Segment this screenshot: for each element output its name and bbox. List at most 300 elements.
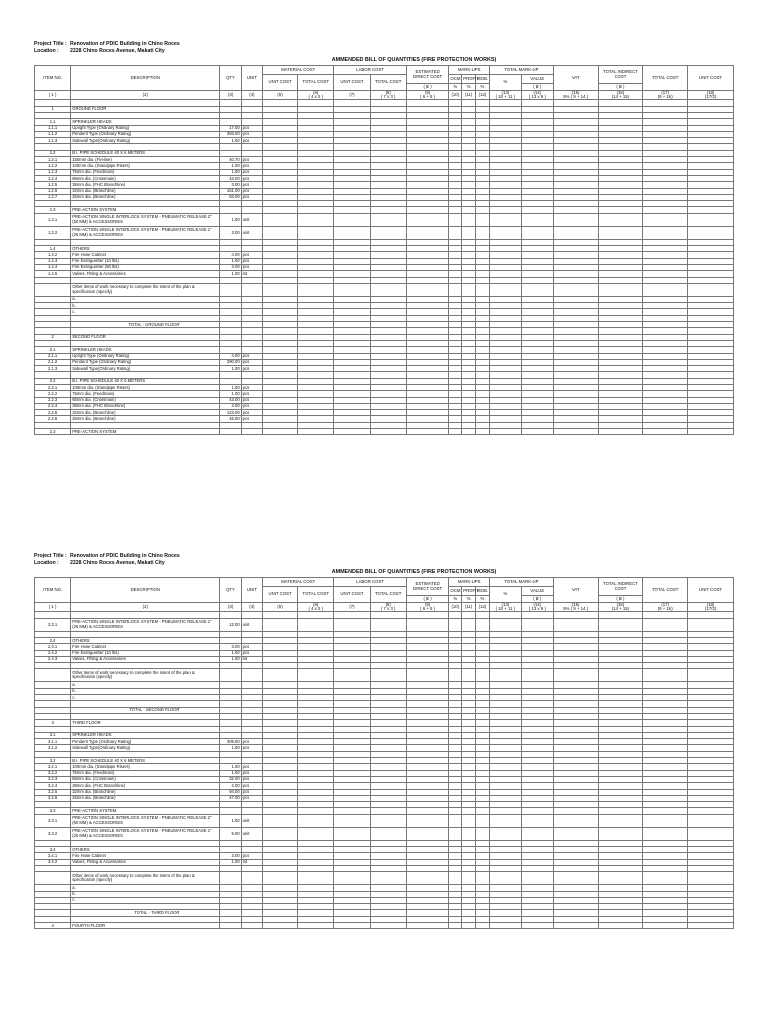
cost-cell (298, 872, 334, 885)
description-cell: SECOND FLOOR (71, 334, 220, 340)
qty-cell: 1.00 (220, 814, 241, 827)
description-cell: OTHERS (71, 638, 220, 644)
table-row (35, 669, 734, 682)
boq-table (34, 65, 734, 435)
col-lc-unit-cost: UNIT COST (334, 587, 370, 603)
location-line (34, 48, 734, 55)
cost-cell (489, 872, 521, 885)
cost-cell (489, 429, 521, 435)
cost-cell (553, 429, 598, 435)
table-header (35, 578, 734, 612)
unit-cell: pcs (241, 853, 262, 859)
unit-cell (241, 872, 262, 885)
qty-cell: 83.00 (220, 194, 241, 200)
qty-cell: 43.00 (220, 175, 241, 181)
location-value: 2228 Chino Roces Avenue, Makati City (70, 560, 165, 566)
page-2 (0, 512, 768, 1024)
description-cell: Fire Extinguisher (10 lbs) (71, 258, 220, 264)
col-edc-peso: ( Ɇ ) (406, 596, 449, 603)
project-title-label: Project Title : (34, 41, 67, 47)
item-no-cell: 3 (35, 720, 71, 726)
unit-cell: pcs (241, 125, 262, 131)
item-no-cell: 1.2.1 (35, 157, 71, 163)
description-cell: PRE-ACTION SYSTEM (71, 808, 220, 814)
col-mob: MOB. (476, 587, 490, 596)
qty-cell: 3.00 (220, 644, 241, 650)
idx-4: (4) (241, 91, 262, 100)
cost-cell (406, 814, 449, 827)
description-cell: 32mm dia. (Branchline) (71, 188, 220, 194)
item-no-cell: 3.2.6 (35, 795, 71, 801)
col-estimated-direct-cost: ESTIMATED DIRECT COST (406, 66, 449, 84)
unit-cell: pcs (241, 366, 262, 372)
qty-cell (220, 872, 241, 885)
item-no-cell: 1.3 (35, 207, 71, 213)
col-mob-pct: % (476, 84, 490, 91)
cost-cell (489, 922, 521, 928)
boq-sheet (34, 553, 734, 929)
cost-cell (598, 283, 643, 296)
qty-cell: 1.00 (220, 213, 241, 226)
description-cell: c. (71, 695, 220, 701)
table-row (35, 283, 734, 296)
description-cell: GROUND FLOOR (71, 106, 220, 112)
idx-4: (4) (241, 603, 262, 612)
cost-cell (643, 922, 688, 928)
cost-cell (370, 429, 406, 435)
unit-cell: pcs (241, 391, 262, 397)
col-vat: VAT (553, 578, 598, 603)
description-cell: Sidewall Type(Ordinary Rating) (71, 138, 220, 144)
unit-cell (241, 429, 262, 435)
cost-cell (688, 226, 734, 239)
qty-cell (220, 922, 241, 928)
item-no-cell (35, 872, 71, 885)
description-cell: PRE-ACTION SINGLE INTERLOCK SYSTEM - PNEUMATIC RELEASE 2" (50 MM) & ACCESSORIES (71, 814, 220, 827)
description-cell: OTHERS (71, 246, 220, 252)
cost-cell (449, 827, 462, 840)
item-no-cell: 3.2.2 (35, 770, 71, 776)
col-qty: QTY (220, 578, 241, 603)
qty-cell: 3.00 (220, 226, 241, 239)
cost-cell (476, 213, 490, 226)
description-cell: 75mm dia. (Feedmain) (71, 169, 220, 175)
item-no-cell: 1.4.3 (35, 258, 71, 264)
col-total-indirect-cost: TOTAL INDIRECT COST (598, 578, 643, 596)
qty-cell: 9.00 (220, 827, 241, 840)
cost-cell (406, 226, 449, 239)
item-no-cell: 1.4 (35, 246, 71, 252)
qty-cell: 1.00 (220, 271, 241, 277)
cost-cell (334, 814, 370, 827)
cost-cell (521, 669, 553, 682)
cost-cell (643, 429, 688, 435)
description-cell: 32mm dia. (Branchline) (71, 789, 220, 795)
document-title: AMMENDED BILL OF QUANTITIES (FIRE PROTECTION WORKS) (331, 57, 497, 63)
item-no-cell: 2.1.2 (35, 359, 71, 365)
item-no-cell: 1.2.4 (35, 175, 71, 181)
qty-cell (220, 669, 241, 682)
col-value-peso: ( Ɇ ) (521, 596, 553, 603)
qty-cell: 1.00 (220, 138, 241, 144)
cost-cell (406, 429, 449, 435)
item-no-cell: 3.1 (35, 732, 71, 738)
unit-cell: pcs (241, 264, 262, 270)
item-no-cell: 3.3.1 (35, 814, 71, 827)
cost-cell (521, 922, 553, 928)
qty-cell: 151.00 (220, 188, 241, 194)
cost-cell (643, 213, 688, 226)
description-cell: PRE-ACTION SINGLE INTERLOCK SYSTEM - PNEUMATIC RELEASE 1" (25 MM) & ACCESSORIES (71, 827, 220, 840)
cost-cell (489, 226, 521, 239)
cost-cell (521, 283, 553, 296)
description-cell: 25mm dia. (Branchline) (71, 194, 220, 200)
description-cell: 100mm dia. (Standpipe Risers) (71, 764, 220, 770)
idx-14: (14) ( 13 x 9 ) (521, 603, 553, 612)
cost-cell (598, 922, 643, 928)
cost-cell (553, 669, 598, 682)
item-no-cell: 1.4.2 (35, 252, 71, 258)
item-no-cell: 1.4.4 (35, 264, 71, 270)
cost-cell (553, 283, 598, 296)
cost-cell (370, 213, 406, 226)
cost-cell (476, 429, 490, 435)
idx-1: ( 1 ) (35, 603, 71, 612)
qty-cell: 1.00 (220, 745, 241, 751)
col-markup-pct: % (489, 587, 521, 603)
qty-cell: 1.00 (220, 384, 241, 390)
total-label: TOTAL - SECOND FLOOR (71, 707, 220, 713)
description-cell: Sidewall Type(Ordinary Rating) (71, 745, 220, 751)
cost-cell (406, 669, 449, 682)
item-no-cell (35, 283, 71, 296)
description-cell: 25mm dia. (Branchline) (71, 416, 220, 422)
unit-cell: unit (241, 827, 262, 840)
col-profit: PROFIT (462, 587, 476, 596)
item-no-cell: 3.2 (35, 758, 71, 764)
idx-18: (18) (17/3) (688, 91, 734, 100)
item-no-cell: 2.4.3 (35, 656, 71, 662)
qty-cell: 47.00 (220, 795, 241, 801)
column-index-row (35, 603, 734, 612)
idx-8: (8) ( 7 x 3 ) (370, 91, 406, 100)
cost-cell (298, 618, 334, 631)
description-cell: Other items of work necessary to complete the intent of the plan & specification (specify) (71, 872, 220, 885)
unit-cell: pcs (241, 783, 262, 789)
cost-cell (262, 669, 297, 682)
cost-cell (370, 283, 406, 296)
idx-3: (3) (220, 603, 241, 612)
cost-cell (298, 283, 334, 296)
table-row (35, 872, 734, 885)
item-no-cell: 4 (35, 922, 71, 928)
project-title-label: Project Title : (34, 553, 67, 559)
total-label: TOTAL - THIRD FLOOR (71, 910, 220, 916)
idx-16: (16) (14 + 15) (598, 91, 643, 100)
qty-cell: 1.00 (220, 169, 241, 175)
item-no-cell: 2.2.6 (35, 416, 71, 422)
description-cell: SPRINKLER HEADS (71, 347, 220, 353)
idx-6: (6) ( 4 x 5 ) (298, 603, 334, 612)
location-line (34, 560, 734, 567)
description-cell: Fire Extinguisher (10 lbs) (71, 650, 220, 656)
description-cell: Fire Extinguisher (50 lbs) (71, 264, 220, 270)
item-no-cell: 1.2.2 (35, 163, 71, 169)
description-cell: b. (71, 303, 220, 309)
col-labor-cost: LABOR COST (334, 578, 406, 587)
cost-cell (688, 814, 734, 827)
description-cell: FOURTH FLOOR (71, 922, 220, 928)
unit-cell: pcs (241, 157, 262, 163)
unit-cell: pcs (241, 188, 262, 194)
cost-cell (262, 213, 297, 226)
description-cell: B.I. PIPE SCHEDULE 40 X 6 METERS (71, 378, 220, 384)
item-no-cell (35, 669, 71, 682)
description-cell: 65mm dia. (Crossmain) (71, 175, 220, 181)
cost-cell (449, 213, 462, 226)
unit-cell: unit (241, 814, 262, 827)
cost-cell (643, 814, 688, 827)
cost-cell (688, 872, 734, 885)
cost-cell (462, 213, 476, 226)
col-markup-value: VALUE (521, 587, 553, 596)
project-title-value: Renovation of PDIC Building in Chino Roces (70, 553, 180, 559)
cost-cell (406, 213, 449, 226)
item-no-cell: 2.1.1 (35, 353, 71, 359)
cost-cell (406, 922, 449, 928)
unit-cell: pcs (241, 138, 262, 144)
idx-9: (9) ( 6 + 8 ) (406, 603, 449, 612)
item-no-cell: 1.1.3 (35, 138, 71, 144)
document-title: AMMENDED BILL OF QUANTITIES (FIRE PROTECTION WORKS) (331, 569, 497, 575)
col-markup-pct: % (489, 75, 521, 91)
description-cell: 65mm dia. (Crossmain) (71, 776, 220, 782)
boq-sheet (34, 41, 734, 435)
item-no-cell: 1.2.3 (35, 169, 71, 175)
cost-cell (462, 922, 476, 928)
cost-cell (521, 814, 553, 827)
cost-cell (598, 814, 643, 827)
cost-cell (476, 827, 490, 840)
item-no-cell: 2.4.1 (35, 644, 71, 650)
item-no-cell: 2.2 (35, 378, 71, 384)
idx-15: (15) 5% ( 9 + 14 ) (553, 91, 598, 100)
description-cell: PRE-ACTION SYSTEM (71, 429, 220, 435)
idx-9: (9) ( 6 + 8 ) (406, 91, 449, 100)
unit-cell: pcs (241, 795, 262, 801)
cost-cell (370, 872, 406, 885)
idx-14: (14) ( 13 x 9 ) (521, 91, 553, 100)
col-unit-cost: UNIT COST (688, 66, 734, 91)
col-mc-total-cost: TOTAL COST (298, 587, 334, 603)
col-unit-cost: UNIT COST (688, 578, 734, 603)
unit-cell: pcs (241, 764, 262, 770)
qty-cell: 309.00 (220, 739, 241, 745)
col-labor-cost: LABOR COST (334, 66, 406, 75)
cost-cell (406, 283, 449, 296)
unit-cell: lot (241, 656, 262, 662)
unit-cell: pcs (241, 384, 262, 390)
item-no-cell: 2.2.2 (35, 391, 71, 397)
qty-cell: 12.00 (220, 618, 241, 631)
unit-cell: pcs (241, 182, 262, 188)
item-no-cell: 3.4.2 (35, 859, 71, 865)
cost-cell (643, 226, 688, 239)
unit-cell: pcs (241, 353, 262, 359)
description-cell: Pendent Type (Ordinary Rating) (71, 131, 220, 137)
idx-6: (6) ( 4 x 5 ) (298, 91, 334, 100)
col-ocm: OCM (449, 587, 462, 596)
col-edc-peso: ( Ɇ ) (406, 84, 449, 91)
idx-1: ( 1 ) (35, 91, 71, 100)
project-title-line (34, 553, 734, 560)
description-cell: 75mm dia. (Feedmain) (71, 391, 220, 397)
idx-10: (10) (449, 603, 462, 612)
cost-cell (262, 618, 297, 631)
item-no-cell: 3.2.4 (35, 783, 71, 789)
unit-cell: pcs (241, 175, 262, 181)
item-no-cell: 2.4 (35, 638, 71, 644)
description-cell: Valves, Fitting & Accessories (71, 859, 220, 865)
description-cell: Other items of work necessary to complete the intent of the plan & specification (specify) (71, 669, 220, 682)
project-title-line (34, 41, 734, 48)
cost-cell (489, 827, 521, 840)
unit-cell: pcs (241, 194, 262, 200)
cost-cell (688, 669, 734, 682)
cost-cell (476, 226, 490, 239)
unit-cell: pcs (241, 131, 262, 137)
col-description: DESCRIPTION (71, 66, 220, 91)
cost-cell (553, 872, 598, 885)
description-cell: 100mm dia. (Standpipe Risers) (71, 384, 220, 390)
column-index-row (35, 91, 734, 100)
qty-cell: 1.00 (220, 859, 241, 865)
col-qty: QTY (220, 66, 241, 91)
idx-11: (11) (462, 91, 476, 100)
cost-cell (643, 669, 688, 682)
cost-cell (521, 226, 553, 239)
item-no-cell: 2.1.3 (35, 366, 71, 372)
col-lc-total-cost: TOTAL COST (370, 75, 406, 91)
cost-cell (643, 872, 688, 885)
col-profit-pct: % (462, 596, 476, 603)
description-cell: SPRINKLER HEADS (71, 732, 220, 738)
idx-12: (12) (476, 91, 490, 100)
qty-cell: 123.00 (220, 410, 241, 416)
item-no-cell: 2.3 (35, 429, 71, 435)
col-profit: PROFIT (462, 75, 476, 84)
item-no-cell: 3.3 (35, 808, 71, 814)
idx-18: (18) (17/3) (688, 603, 734, 612)
description-cell: Pendent Type (Ordinary Rating) (71, 739, 220, 745)
cost-cell (553, 922, 598, 928)
cost-cell (449, 226, 462, 239)
description-cell: SPRINKLER HEADS (71, 119, 220, 125)
idx-2: (2) (71, 603, 220, 612)
cost-cell (334, 429, 370, 435)
qty-cell (220, 283, 241, 296)
cost-cell (370, 827, 406, 840)
unit-cell: pcs (241, 169, 262, 175)
description-cell: Fire Hose Cabinet (71, 644, 220, 650)
table-row (35, 814, 734, 827)
cost-cell (598, 827, 643, 840)
cost-cell (553, 618, 598, 631)
col-ocm-pct: % (449, 84, 462, 91)
cost-cell (489, 669, 521, 682)
cost-cell (553, 827, 598, 840)
item-no-cell: 2.3.1 (35, 618, 71, 631)
col-estimated-direct-cost: ESTIMATED DIRECT COST (406, 578, 449, 596)
cost-cell (449, 429, 462, 435)
cost-cell (476, 922, 490, 928)
cost-cell (262, 922, 297, 928)
item-no-cell: 1.2.5 (35, 182, 71, 188)
cost-cell (262, 226, 297, 239)
unit-cell: unit (241, 618, 262, 631)
cost-cell (476, 669, 490, 682)
description-cell: Other items of work necessary to complete the intent of the plan & specification (specify) (71, 283, 220, 296)
description-cell: Upright Type (Ordinary Rating) (71, 353, 220, 359)
qty-cell: 2.00 (220, 783, 241, 789)
cost-cell (406, 827, 449, 840)
description-cell: b. (71, 891, 220, 897)
idx-3: (3) (220, 91, 241, 100)
col-ocm: OCM (449, 75, 462, 84)
table-header (35, 66, 734, 100)
cost-cell (298, 213, 334, 226)
qty-cell: 290.00 (220, 359, 241, 365)
col-mc-unit-cost: UNIT COST (262, 75, 297, 91)
description-cell: c. (71, 897, 220, 903)
cost-cell (521, 213, 553, 226)
qty-cell: 4.00 (220, 353, 241, 359)
location-label: Location : (34, 48, 59, 54)
idx-7: (7) (334, 91, 370, 100)
cost-cell (406, 872, 449, 885)
cost-cell (262, 814, 297, 827)
cost-cell (262, 283, 297, 296)
cost-cell (521, 872, 553, 885)
idx-10: (10) (449, 91, 462, 100)
description-cell: b. (71, 688, 220, 694)
unit-cell: pcs (241, 770, 262, 776)
cost-cell (598, 226, 643, 239)
col-total-markup: TOTAL MARK-UP (489, 66, 553, 75)
col-tic-peso: ( Ɇ ) (598, 84, 643, 91)
idx-8: (8) ( 7 x 3 ) (370, 603, 406, 612)
item-no-cell: 1.2.7 (35, 194, 71, 200)
cost-cell (598, 618, 643, 631)
cost-cell (449, 922, 462, 928)
cost-cell (688, 213, 734, 226)
unit-cell: pcs (241, 359, 262, 365)
cost-cell (298, 429, 334, 435)
qty-cell: 3.00 (220, 182, 241, 188)
col-lc-total-cost: TOTAL COST (370, 587, 406, 603)
cost-cell (489, 814, 521, 827)
cost-cell (598, 872, 643, 885)
idx-12: (12) (476, 603, 490, 612)
col-total-cost: TOTAL COST (643, 578, 688, 603)
total-label: TOTAL - GROUND FLOOR (71, 322, 220, 328)
description-cell: Upright Type (Ordinary Rating) (71, 125, 220, 131)
item-no-cell: 2.1 (35, 347, 71, 353)
cost-cell (462, 814, 476, 827)
qty-cell: 4.00 (220, 252, 241, 258)
col-vat: VAT (553, 66, 598, 91)
unit-cell: pcs (241, 403, 262, 409)
